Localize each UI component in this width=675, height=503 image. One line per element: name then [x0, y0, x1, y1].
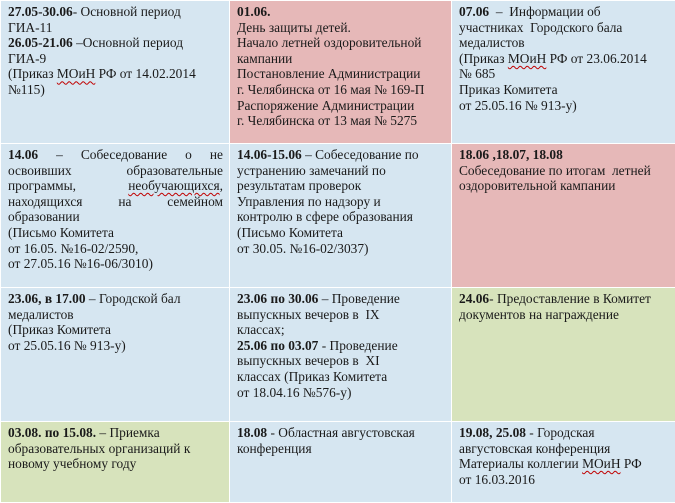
cell-line — [8, 163, 223, 179]
cell-text: программы, — [8, 178, 128, 193]
date-text: 18.06 ,18.07, 18.08 — [459, 147, 563, 162]
cell-text: г. Челябинска от 16 мая № 169-П — [237, 82, 424, 97]
cell-text: участниках Городского бала — [459, 20, 622, 35]
table-cell — [1, 144, 230, 288]
table-row — [1, 144, 675, 288]
table-cell — [452, 1, 675, 144]
cell-line — [459, 307, 669, 323]
cell-line — [459, 35, 669, 51]
cell-text: РФ от 23.06.2014 — [546, 51, 646, 66]
cell-line — [459, 456, 669, 472]
cell-text: контролю в сфере образования — [237, 209, 413, 224]
cell-line — [237, 209, 445, 225]
cell-line — [459, 66, 669, 82]
date-text: 19.08, 25.08 — [459, 425, 526, 440]
cell-text: от 25.05.16 № 913-у) — [459, 98, 577, 113]
cell-line — [237, 178, 445, 194]
cell-text: – Городской бал — [86, 291, 181, 306]
cell-text: классах; — [237, 322, 285, 337]
cell-line — [8, 291, 223, 307]
cell-line — [8, 82, 223, 98]
cell-line — [237, 51, 445, 67]
date-text: 24.06 — [459, 291, 489, 306]
cell-text: МОиН — [582, 456, 620, 471]
date-text: 14.06-15.06 — [237, 147, 302, 162]
cell-line — [237, 163, 445, 179]
table-cell — [1, 288, 230, 422]
cell-text: г. Челябинска от 13 мая № 5275 — [237, 113, 417, 128]
cell-line — [237, 225, 445, 241]
cell-text: от 16.05. №16-02/2590, — [8, 241, 138, 256]
cell-line — [237, 82, 445, 98]
cell-text: августовская конференция — [459, 441, 610, 456]
table-cell — [452, 422, 675, 503]
cell-text: - Городская — [526, 425, 595, 440]
cell-line — [459, 82, 669, 98]
cell-text: результатам проверок — [237, 178, 361, 193]
cell-text: находящихся на семейном — [8, 194, 223, 209]
cell-line — [8, 178, 223, 194]
table-row — [1, 288, 675, 422]
cell-line — [459, 163, 669, 179]
cell-line — [237, 20, 445, 36]
cell-line — [8, 307, 223, 323]
cell-line — [8, 456, 223, 472]
cell-line — [237, 98, 445, 114]
table-cell — [230, 422, 452, 503]
cell-line — [459, 4, 669, 20]
cell-line — [8, 338, 223, 354]
date-text: 03.08. по 15.08. — [8, 425, 96, 440]
table-cell — [230, 144, 452, 288]
cell-text: образовании — [8, 209, 80, 224]
cell-text: медалистов — [459, 35, 525, 50]
cell-line — [8, 35, 223, 51]
cell-line — [8, 241, 223, 257]
cell-text: – Собеседование по — [302, 147, 419, 162]
cell-line — [237, 194, 445, 210]
cell-line — [237, 241, 445, 257]
cell-text: (Письмо Комитета — [8, 225, 114, 240]
cell-line — [459, 98, 669, 114]
cell-text: - Проведение — [318, 338, 397, 353]
cell-text: медалистов — [8, 307, 74, 322]
cell-line — [8, 51, 223, 67]
cell-line — [237, 307, 445, 323]
cell-text: конференция — [237, 441, 312, 456]
table-cell — [1, 1, 230, 144]
cell-text: кампании — [237, 51, 292, 66]
cell-text: от 18.04.16 №576-у) — [237, 385, 351, 400]
cell-text: новому учебному году — [8, 456, 136, 471]
cell-text: от 30.05. №16-02/3037) — [237, 241, 369, 256]
cell-text: №115) — [8, 82, 45, 97]
cell-line — [459, 178, 669, 194]
date-text: 01.06. — [237, 4, 270, 19]
cell-text: - Областная августовская — [267, 425, 415, 440]
cell-line — [237, 113, 445, 129]
cell-line — [8, 194, 223, 210]
cell-text: документов на награждение — [459, 307, 619, 322]
table-cell — [1, 422, 230, 503]
cell-text: Начало летней оздоровительной — [237, 35, 421, 50]
cell-line — [459, 472, 669, 488]
cell-text: выпускных вечеров в XI — [237, 353, 380, 368]
cell-line — [459, 51, 669, 67]
cell-text: выпускных вечеров в IX — [237, 307, 380, 322]
cell-line — [8, 256, 223, 272]
cell-text: № 685 — [459, 66, 495, 81]
cell-text: - Предоставление в Комитет — [489, 291, 651, 306]
cell-text: ГИА-11 — [8, 20, 52, 35]
cell-line — [237, 441, 445, 457]
table-row — [1, 422, 675, 503]
cell-text: –Основной период — [73, 35, 183, 50]
date-text: 14.06 — [8, 147, 38, 162]
cell-line — [459, 291, 669, 307]
cell-text: (Приказ Комитета — [8, 322, 111, 337]
date-text: 23.06 по 30.06 — [237, 291, 318, 306]
date-text: 18.08 — [237, 425, 267, 440]
cell-line — [8, 66, 223, 82]
cell-text: Приказ Комитета — [459, 82, 558, 97]
cell-text: – Собеседование о не — [38, 147, 223, 162]
cell-line — [459, 441, 669, 457]
cell-line — [459, 425, 669, 441]
date-text: 26.05-21.06 — [8, 35, 73, 50]
cell-text: от 27.05.16 №16-06/3010) — [8, 256, 153, 271]
cell-text: МОиН — [57, 66, 95, 81]
cell-line — [237, 66, 445, 82]
cell-text: классах (Приказ Комитета — [237, 369, 387, 384]
cell-text: – Проведение — [318, 291, 400, 306]
cell-line — [237, 353, 445, 369]
cell-text: МОиН — [508, 51, 546, 66]
cell-line — [8, 20, 223, 36]
cell-text: Постановление Администрации — [237, 66, 420, 81]
cell-line — [8, 322, 223, 338]
cell-text: оздоровительной кампании — [459, 178, 615, 193]
cell-line — [237, 425, 445, 441]
cell-text: Управления по надзору и — [237, 194, 381, 209]
cell-line — [8, 425, 223, 441]
cell-line — [237, 291, 445, 307]
cell-line — [237, 322, 445, 338]
cell-text: ГИА-9 — [8, 51, 46, 66]
cell-text: РФ от 14.02.2014 — [95, 66, 195, 81]
cell-text: РФ — [621, 456, 642, 471]
cell-text: (Приказ — [459, 51, 508, 66]
table-cell — [230, 288, 452, 422]
cell-line — [8, 441, 223, 457]
cell-line — [237, 369, 445, 385]
cell-line — [237, 35, 445, 51]
table-row — [1, 1, 675, 144]
cell-text: , — [220, 178, 223, 193]
date-text: 25.06 по 03.07 — [237, 338, 318, 353]
table-cell — [230, 1, 452, 144]
cell-line — [8, 225, 223, 241]
cell-text: необучающихся — [128, 178, 219, 193]
cell-line — [459, 147, 669, 163]
cell-text: Собеседование по итогам летней — [459, 163, 651, 178]
cell-text: образовательных организаций к — [8, 441, 190, 456]
cell-text: от 25.05.16 № 913-у) — [8, 338, 126, 353]
cell-text: - Основной период — [73, 4, 181, 19]
table-cell — [452, 288, 675, 422]
cell-line — [8, 4, 223, 20]
cell-line — [8, 209, 223, 225]
date-text: 23.06, в 17.00 — [8, 291, 86, 306]
cell-text: устранению замечаний по — [237, 163, 386, 178]
cell-text: от 16.03.2016 — [459, 472, 535, 487]
cell-text: (Приказ — [8, 66, 57, 81]
cell-text: Распоряжение Администрации — [237, 98, 414, 113]
date-text: 27.05-30.06 — [8, 4, 73, 19]
cell-line — [237, 147, 445, 163]
cell-text: – Информации об — [489, 4, 600, 19]
table-cell — [452, 144, 675, 288]
cell-text: освоивших образовательные — [8, 163, 223, 178]
cell-text: День защиты детей. — [237, 20, 351, 35]
cell-text: – Приемка — [96, 425, 160, 440]
cell-line — [237, 4, 445, 20]
cell-line — [459, 20, 669, 36]
date-text: 07.06 — [459, 4, 489, 19]
cell-text: (Письмо Комитета — [237, 225, 343, 240]
cell-line — [237, 385, 445, 401]
cell-line — [237, 338, 445, 354]
cell-text: Материалы коллегии — [459, 456, 582, 471]
cell-line — [8, 147, 223, 163]
